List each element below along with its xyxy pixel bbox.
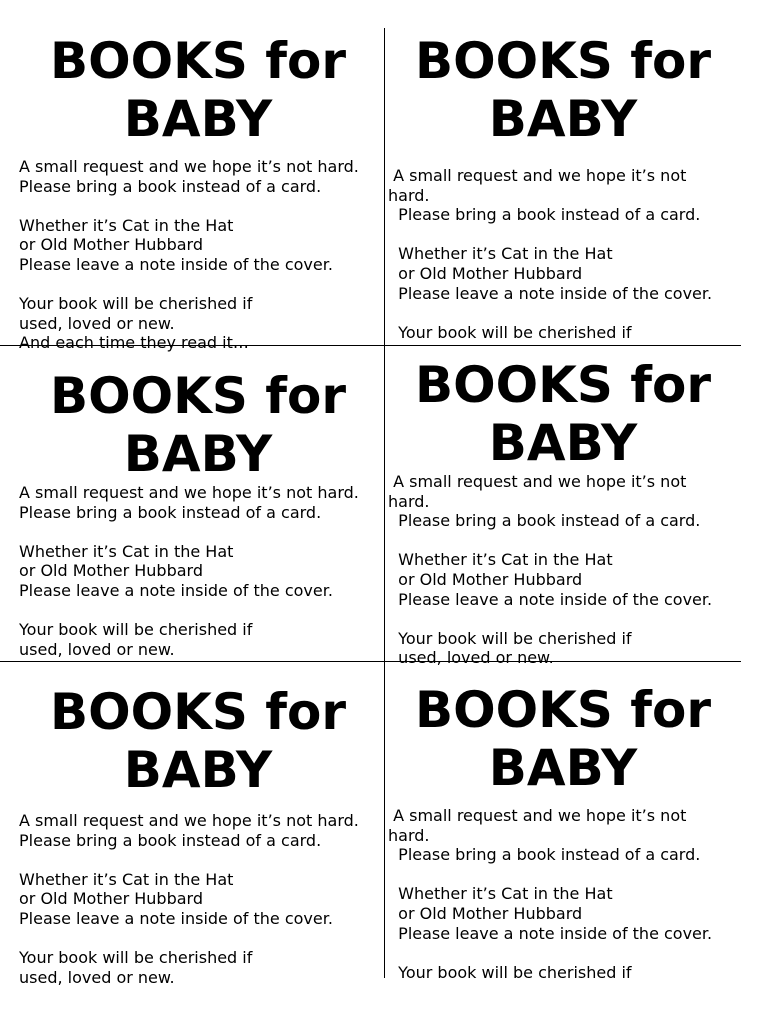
card-title-line-2: BABY [123, 90, 273, 148]
card-title-line-2: BABY [488, 90, 638, 148]
card-title-line-1: BOOKS for [49, 32, 347, 90]
card-bottom-right [386, 681, 740, 982]
card-verse: A small request and we hope it’s not hard. Please bring a book instead of a card. Whether it’s Cat in the Hat or Old Mother Hubbard Please leave a note inside of the cover. Your book will be cherished if used, loved or new. [19, 483, 359, 659]
card-verse: A small request and we hope it’s not hard. Please bring a book instead of a card. Whether it’s Cat in the Hat or Old Mother Hubbard Please leave a note inside of the cover. Your book will be cherished if [388, 166, 713, 342]
card-top-right [386, 32, 740, 342]
card-title [386, 681, 740, 797]
card-title-line-1: BOOKS for [414, 681, 712, 739]
card-title [386, 356, 740, 472]
card-verse: A small request and we hope it’s not hard. Please bring a book instead of a card. Whether it’s Cat in the Hat or Old Mother Hubbard Please leave a note inside of the cover. Your book will be cherished if used, loved or new. [388, 472, 713, 668]
card-title-line-2: BABY [123, 741, 273, 799]
card-title-line-1: BOOKS for [49, 683, 347, 741]
card-verse: A small request and we hope it’s not hard. Please bring a book instead of a card. Whether it’s Cat in the Hat or Old Mother Hubbard Please leave a note inside of the cover. Your book will be cherished if used, loved or new. And each time they read it… [19, 157, 359, 353]
card-verse: A small request and we hope it’s not hard. Please bring a book instead of a card. Whether it’s Cat in the Hat or Old Mother Hubbard Please leave a note inside of the cover. Your book will be cherished if used, loved or new. [19, 811, 359, 987]
card-title [14, 32, 382, 148]
card-middle-right [386, 356, 740, 668]
card-title-line-1: BOOKS for [414, 32, 712, 90]
card-title-line-1: BOOKS for [49, 367, 347, 425]
card-verse: A small request and we hope it’s not hard. Please bring a book instead of a card. Whether it’s Cat in the Hat or Old Mother Hubbard Please leave a note inside of the cover. Your book will be cherished if [388, 806, 713, 982]
card-title [14, 683, 382, 799]
card-title-line-2: BABY [123, 425, 273, 483]
card-title-line-2: BABY [488, 739, 638, 797]
card-top-left [14, 32, 382, 353]
card-title [386, 32, 740, 148]
card-middle-left [14, 367, 382, 660]
vertical-divider [384, 28, 385, 978]
card-bottom-left [14, 683, 382, 987]
card-title [14, 367, 382, 483]
card-title-line-1: BOOKS for [414, 356, 712, 414]
card-title-line-2: BABY [488, 414, 638, 472]
